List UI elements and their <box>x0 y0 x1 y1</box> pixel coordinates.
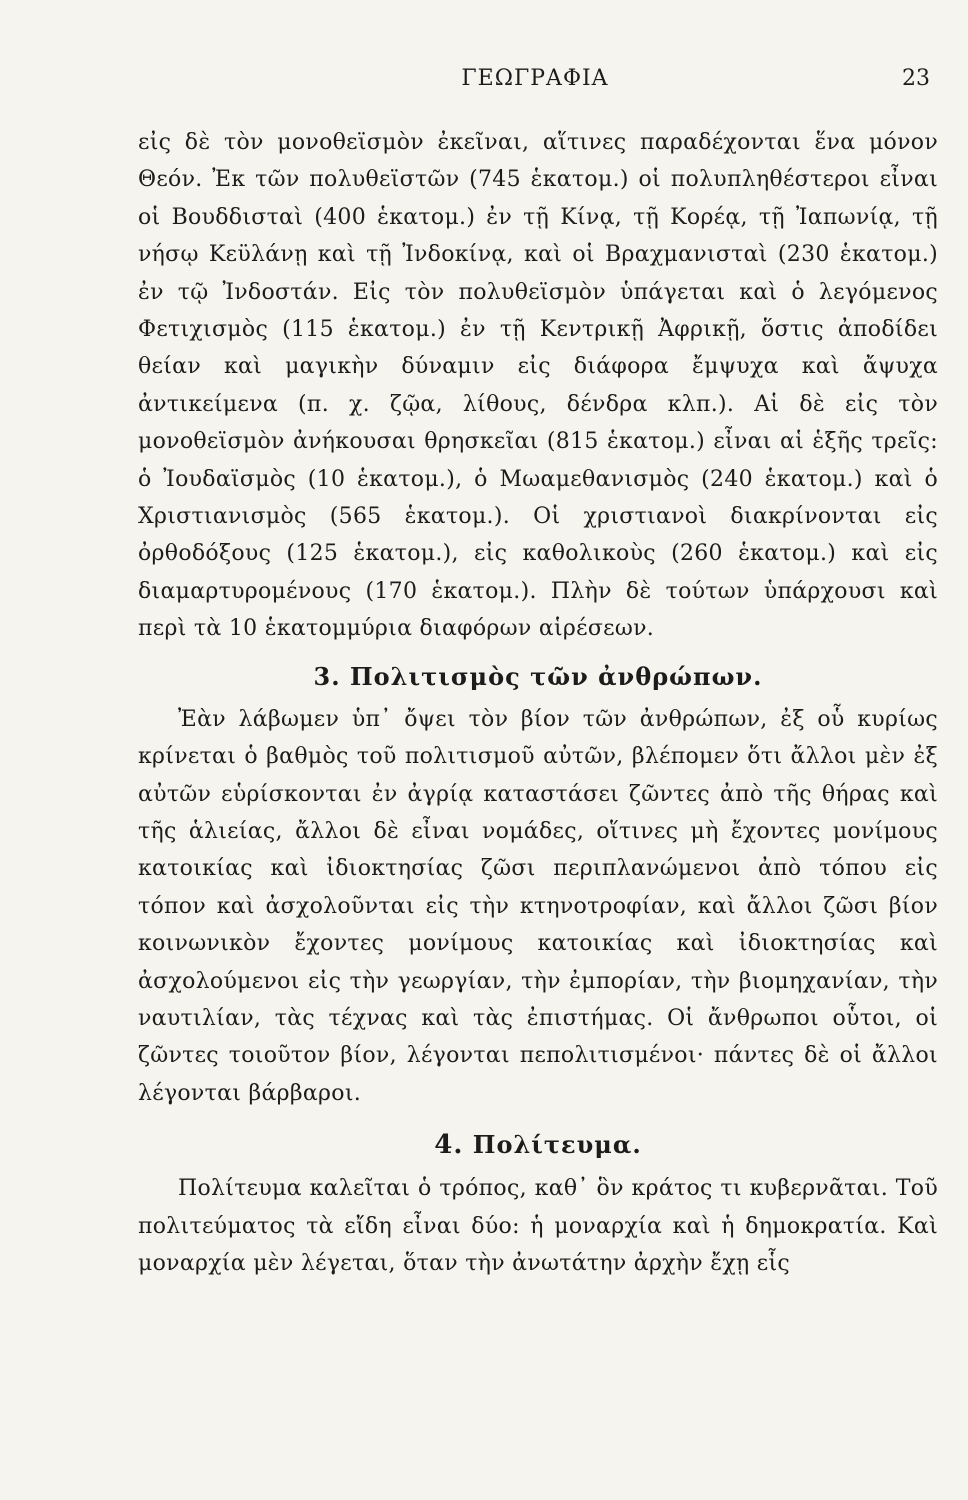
running-title: ΓΕΩΓΡΑΦΙΑ <box>461 66 609 91</box>
section-heading-polity <box>138 1130 938 1160</box>
section-number: 4. <box>434 1130 464 1161</box>
paragraph-civilization: Ἐὰν λάβωμεν ὑπ᾿ ὄψει τὸν βίον τῶν ἀνθρώπων, ἐξ οὗ κυρίως κρίνεται ὁ βαθμὸς τοῦ πολιτισμοῦ αὐτῶν, βλέπομεν ὅτι ἄλλοι μὲν ἐξ αὐτῶν εὑρίσκονται ἐν ἀγρίᾳ καταστάσει ζῶντες ἀπὸ τῆς θήρας καὶ τῆς ἁλιείας, ἄλλοι δὲ εἶναι νομάδες, οἵτινες μὴ ἔχοντες μονίμους κατοικίας καὶ ἰδιοκτησίας ζῶσι περιπλανώμενοι ἀπὸ τόπου εἰς τόπον καὶ ἀσχολοῦνται εἰς τὴν κτηνοτροφίαν, καὶ ἄλλοι ζῶσι βίον κοινωνικὸν ἔχοντες μονίμους κατοικίας καὶ ἰδιοκτησίας καὶ ἀσχολούμενοι εἰς τὴν γεωργίαν, τὴν ἐμπορίαν, τὴν βιομηχανίαν, τὴν ναυτιλίαν, τὰς τέχνας καὶ τὰς ἐπιστήμας. Οἱ ἄνθρωποι οὗτοι, οἱ ζῶντες τοιοῦτον βίον, λέγονται πεπολιτισμένοι· πάντες δὲ οἱ ἄλλοι λέγονται βάρβαροι. <box>138 706 938 1106</box>
section-title: Πολίτευμα. <box>472 1130 642 1160</box>
page-body <box>138 124 938 1282</box>
section-title: Πολιτισμὸς τῶν ἀνθρώπων. <box>349 661 763 691</box>
page-number: 23 <box>902 66 930 91</box>
section-heading-civilization <box>138 662 938 691</box>
section-number: 3. <box>313 661 341 691</box>
paragraph-religions: εἰς δὲ τὸν μονοθεϊσμὸν ἐκεῖναι, αἵτινες παραδέχονται ἕνα μόνον Θεόν. Ἐκ τῶν πολυθεϊστῶν (745 ἑκατομ.) οἱ πολυπληθέστεροι εἶναι οἱ Βουδδισταὶ (400 ἑκατομ.) ἐν τῇ Κίνᾳ, τῇ Κορέᾳ, τῇ Ἰαπωνίᾳ, τῇ νήσῳ Κεϋλάνῃ καὶ τῇ Ἰνδοκίνᾳ, καὶ οἱ Βραχμανισταὶ (230 ἑκατομ.) ἐν τῷ Ἰνδοστάν. Εἰς τὸν πολυθεϊσμὸν ὑπάγεται καὶ ὁ λεγόμενος Φετιχισμὸς (115 ἑκατομ.) ἐν τῇ Κεντρικῇ Ἀφρικῇ, ὅστις ἀποδίδει θείαν καὶ μαγικὴν δύναμιν εἰς διάφορα ἔμψυχα καὶ ἄψυχα ἀντικείμενα (π. χ. ζῷα, λίθους, δένδρα κλπ.). Αἱ δὲ εἰς τὸν μονοθεϊσμὸν ἀνήκουσαι θρησκεῖαι (815 ἑκατομ.) εἶναι αἱ ἑξῆς τρεῖς: ὁ Ἰουδαϊσμὸς (10 ἑκατομ.), ὁ Μωαμεθανισμὸς (240 ἑκατομ.) καὶ ὁ Χριστιανισμὸς (565 ἑκατομ.). Οἱ χριστιανοὶ διακρίνονται εἰς ὀρθοδόξους (125 ἑκατομ.), εἰς καθολικοὺς (260 ἑκατομ.) καὶ εἰς διαμαρτυρομένους (170 ἑκατομ.). Πλὴν δὲ τούτων ὑπάρχουσι καὶ περὶ τὰ 10 ἑκατομμύρια διαφόρων αἱρέσεων. <box>138 130 938 642</box>
paragraph-polity: Πολίτευμα καλεῖται ὁ τρόπος, καθ᾿ ὃν κράτος τι κυβερνᾶται. Τοῦ πολιτεύματος τὰ εἴδη εἶναι δύο: ἡ μοναρχία καὶ ἡ δημοκρατία. Καὶ μοναρχία μὲν λέγεται, ὅταν τὴν ἀνωτάτην ἀρχὴν ἔχῃ εἷς <box>138 1176 938 1276</box>
running-header <box>140 60 930 100</box>
